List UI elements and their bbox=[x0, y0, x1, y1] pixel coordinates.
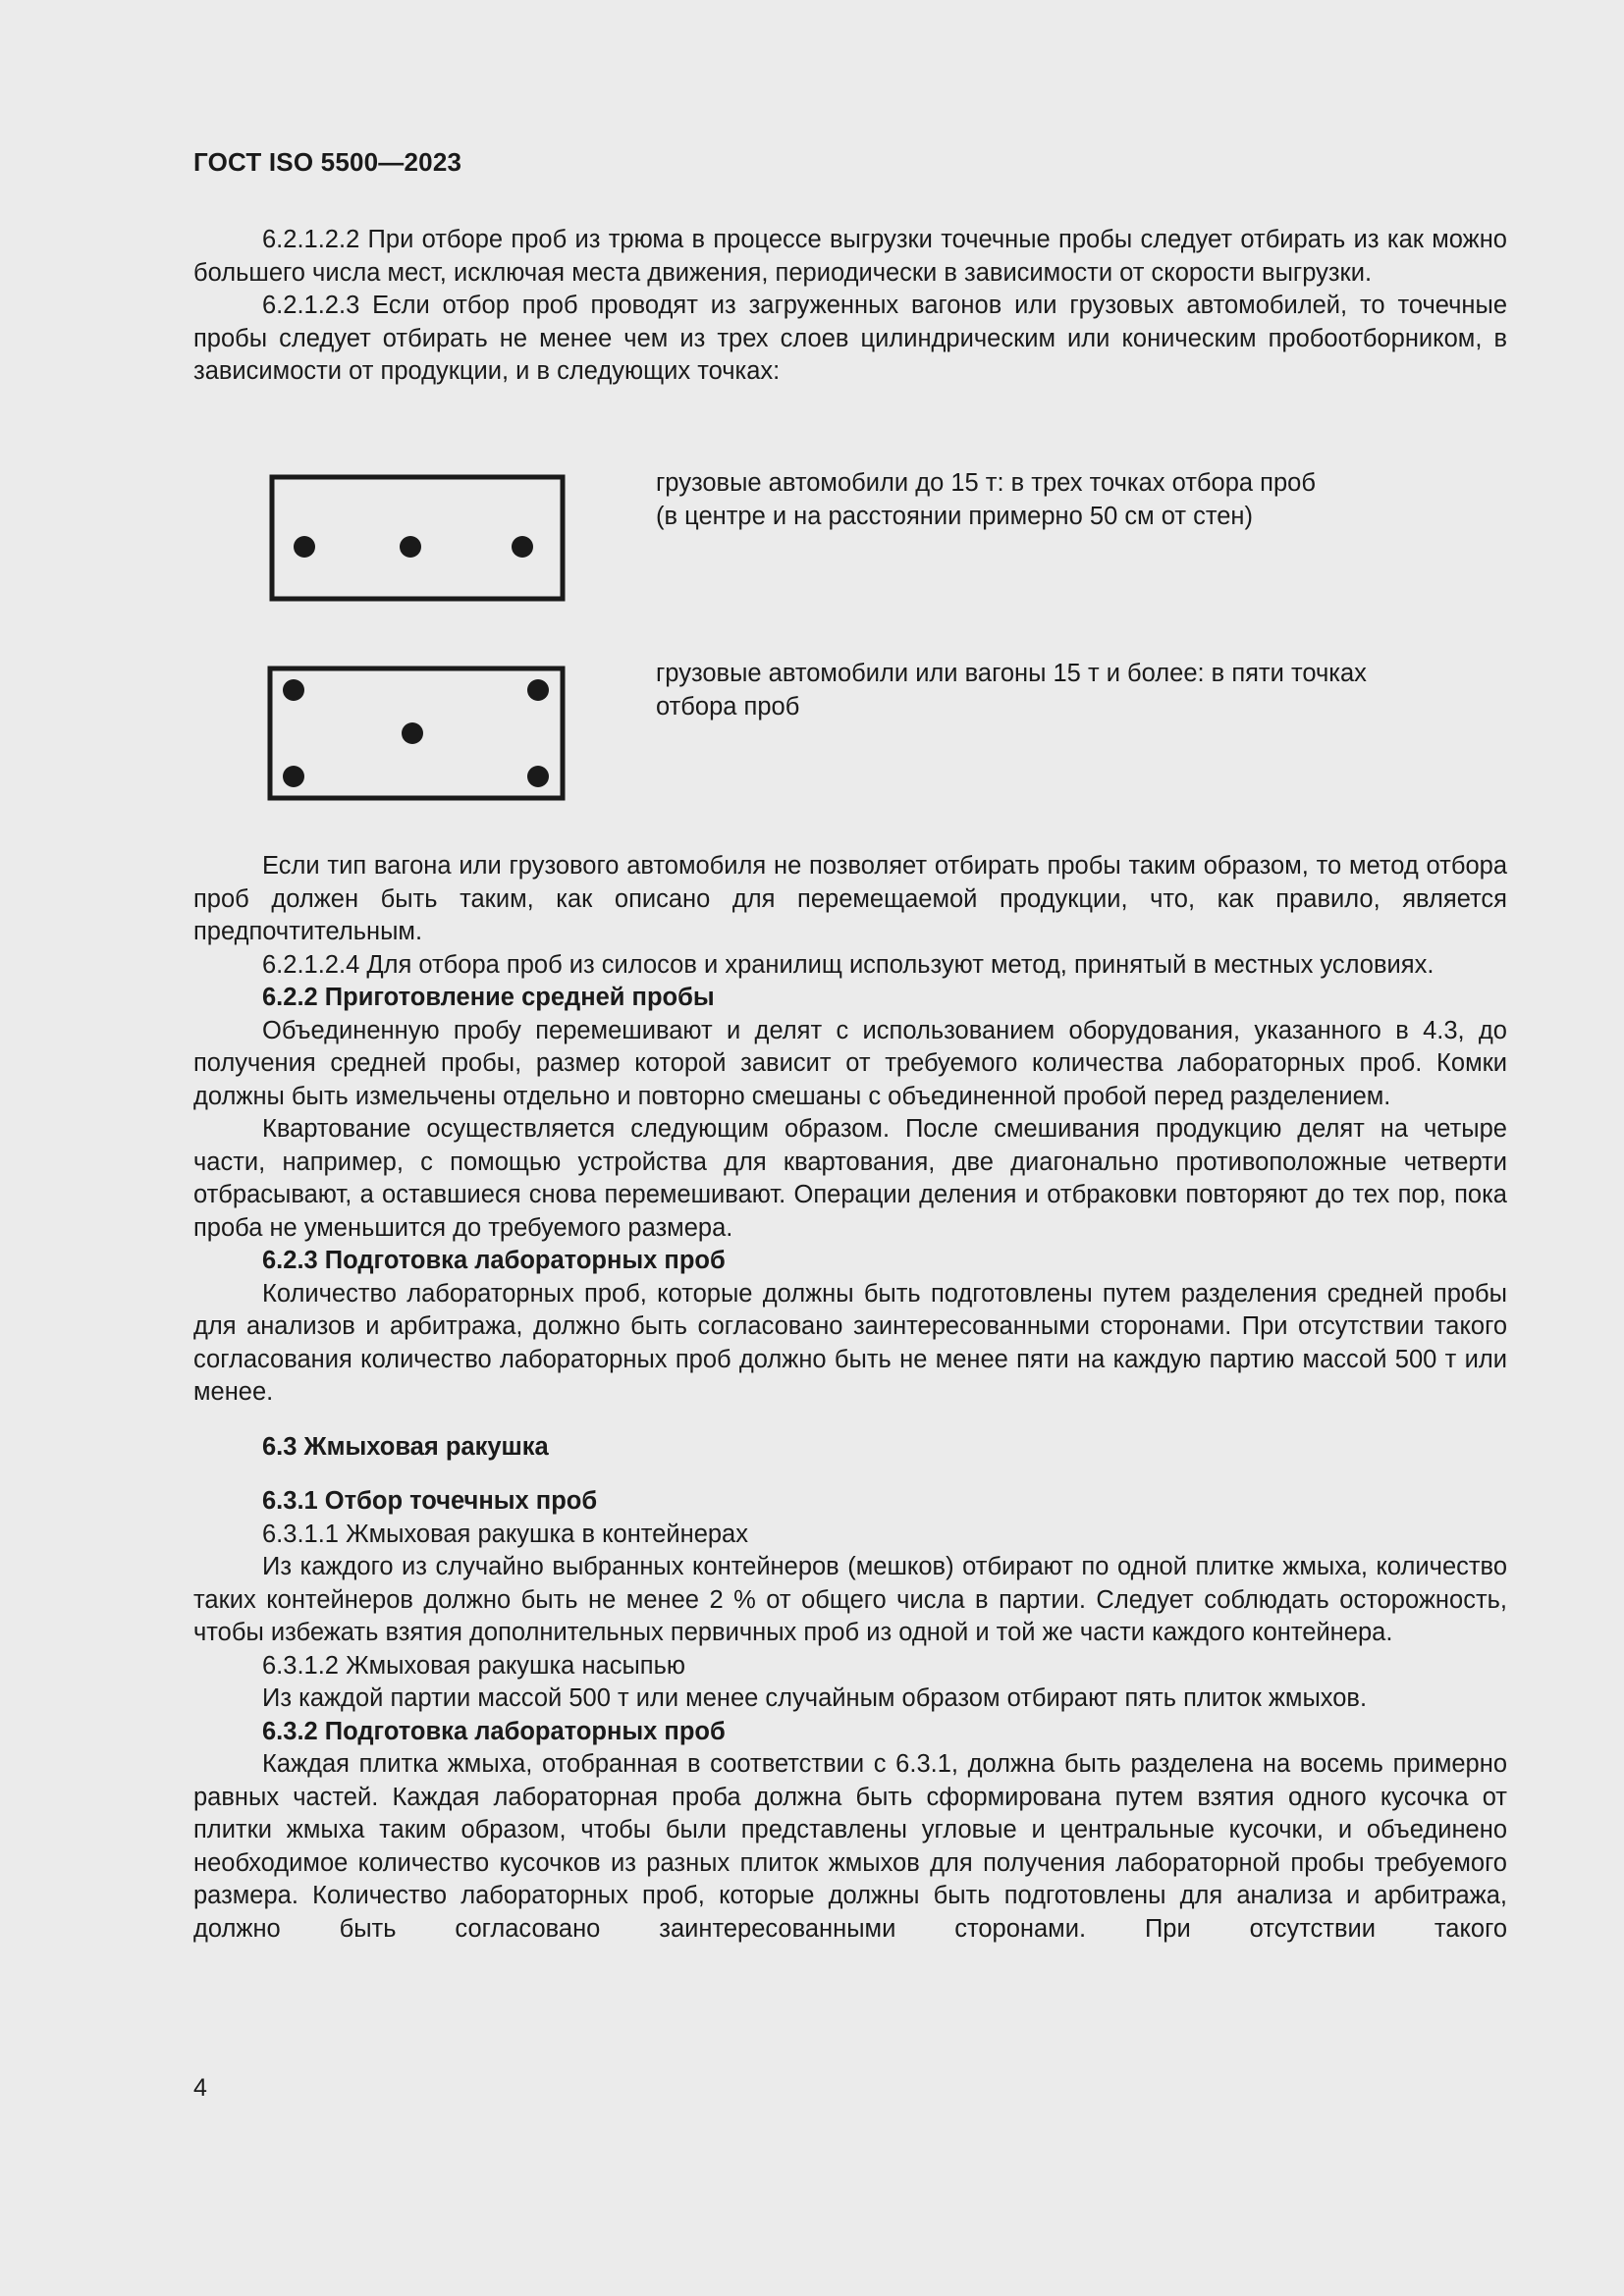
caption-line: отбора проб bbox=[656, 692, 800, 721]
paragraph-method: Если тип вагона или грузового автомобиля не позволяет отбирать пробы таким образом, то метод отбора проб должен быть таким, как описано для перемещаемой продукции, что, как правило, является предпочтительным. bbox=[193, 852, 1507, 945]
paragraph-622-2: Квартование осуществляется следующим образом. После смешивания продукцию делят на четыре части, например, с помощью устройства для квартования, две диагонально противоположные четверти отбрасывают, а оставшиеся снова перемешивают. Операции деления и отбраковки повторяют до тех пор, пока проба не уменьшится до требуемого размера. bbox=[193, 1115, 1507, 1242]
figure-small-truck-caption bbox=[656, 467, 1490, 533]
paragraph-622-1: Объединенную пробу перемешивают и делят с использованием оборудования, указанного в 4.3, до получения средней пробы, размер которой зависит от требуемого количества лабораторных проб. Комки должны быть измельчены отдельно и повторно смешаны с объединенной пробой перед разделением. bbox=[193, 1016, 1507, 1110]
heading-623: 6.2.3 Подготовка лабораторных проб bbox=[262, 1247, 726, 1274]
sampling-point bbox=[283, 679, 304, 701]
sampling-diagram-3-points bbox=[269, 474, 573, 608]
caption-line: (в центре и на расстоянии примерно 50 см от стен) bbox=[656, 502, 1253, 530]
sampling-point bbox=[527, 679, 549, 701]
heading-632: 6.3.2 Подготовка лабораторных проб bbox=[262, 1717, 726, 1745]
paragraph-632: Каждая плитка жмыха, отобранная в соответствии с 6.3.1, должна быть разделена на восемь примерно равных частей. Каждая лабораторная проба должна быть сформирована путем взятия одного кусочка от плитки жмыха таким образом, чтобы были представлены угловые и центральные кусочки, и объединено необходимое количество кусочков из разных плиток жмыхов для получения лабораторной пробы требуемого размера. Количество лабораторных проб, которые должны быть подготовлены для анализа и арбитража, должно быть согласовано заинтересованными сторонами. При отсутствии такого bbox=[193, 1750, 1507, 1943]
main-section bbox=[193, 850, 1507, 1946]
sampling-point bbox=[512, 536, 533, 558]
paragraph-62123: 6.2.1.2.3 Если отбор проб проводят из загруженных вагонов или грузовых автомобилей, то точечные пробы следует отбирать не менее чем из трех слоев цилиндрическим или коническим пробоотборником, в зависимости от продукции, и в следующих точках: bbox=[193, 292, 1507, 385]
subheading-6311: 6.3.1.1 Жмыховая ракушка в контейнерах bbox=[262, 1520, 748, 1548]
sampling-diagram-5-points bbox=[267, 666, 571, 809]
sampling-point bbox=[283, 766, 304, 787]
paragraph-623: Количество лабораторных проб, которые должны быть подготовлены путем разделения средней пробы для анализов и арбитража, должно быть согласовано заинтересованными сторонами. При отсутствии такого согласования количество лабораторных проб должно быть не менее пяти на каждую партию массой 500 т или менее. bbox=[193, 1279, 1507, 1406]
figure-large-truck bbox=[193, 658, 1507, 805]
intro-section bbox=[193, 224, 1507, 389]
caption-line: грузовые автомобили до 15 т: в трех точках отбора проб bbox=[656, 469, 1316, 497]
heading-631: 6.3.1 Отбор точечных проб bbox=[262, 1487, 598, 1515]
paragraph-6311: Из каждого из случайно выбранных контейнеров (мешков) отбирают по одной плитке жмыха, количество таких контейнеров должно быть не менее 2 % от общего числа в партии. Следует соблюдать осторожность, чтобы избежать взятия дополнительных первичных проб из одной и той же части каждого контейнера. bbox=[193, 1553, 1507, 1646]
heading-63: 6.3 Жмыховая ракушка bbox=[262, 1432, 549, 1461]
spacer bbox=[193, 1464, 1507, 1485]
spacer bbox=[193, 1410, 1507, 1431]
paragraph-62124: 6.2.1.2.4 Для отбора проб из силосов и хранилищ используют метод, принятый в местных условиях. bbox=[262, 950, 1435, 979]
heading-622: 6.2.2 Приготовление средней пробы bbox=[262, 984, 715, 1011]
caption-line: грузовые автомобили или вагоны 15 т и более: в пяти точках bbox=[656, 660, 1367, 687]
sampling-point bbox=[400, 536, 421, 558]
page-number: 4 bbox=[193, 2074, 207, 2102]
paragraph-6312: Из каждой партии массой 500 т или менее случайным образом отбирают пять плиток жмыхов. bbox=[262, 1684, 1368, 1712]
sampling-point bbox=[527, 766, 549, 787]
sampling-point bbox=[294, 536, 315, 558]
subheading-6312: 6.3.1.2 Жмыховая ракушка насыпью bbox=[262, 1651, 686, 1680]
document-header: ГОСТ ISO 5500—2023 bbox=[193, 147, 462, 177]
figure-small-truck bbox=[193, 467, 1507, 614]
paragraph-62122: 6.2.1.2.2 При отборе проб из трюма в процессе выгрузки точечные пробы следует отбирать из как можно большего числа мест, исключая места движения, периодически в зависимости от скорости выгрузки. bbox=[193, 226, 1507, 287]
sampling-point bbox=[402, 722, 423, 744]
figure-large-truck-caption bbox=[656, 658, 1490, 723]
